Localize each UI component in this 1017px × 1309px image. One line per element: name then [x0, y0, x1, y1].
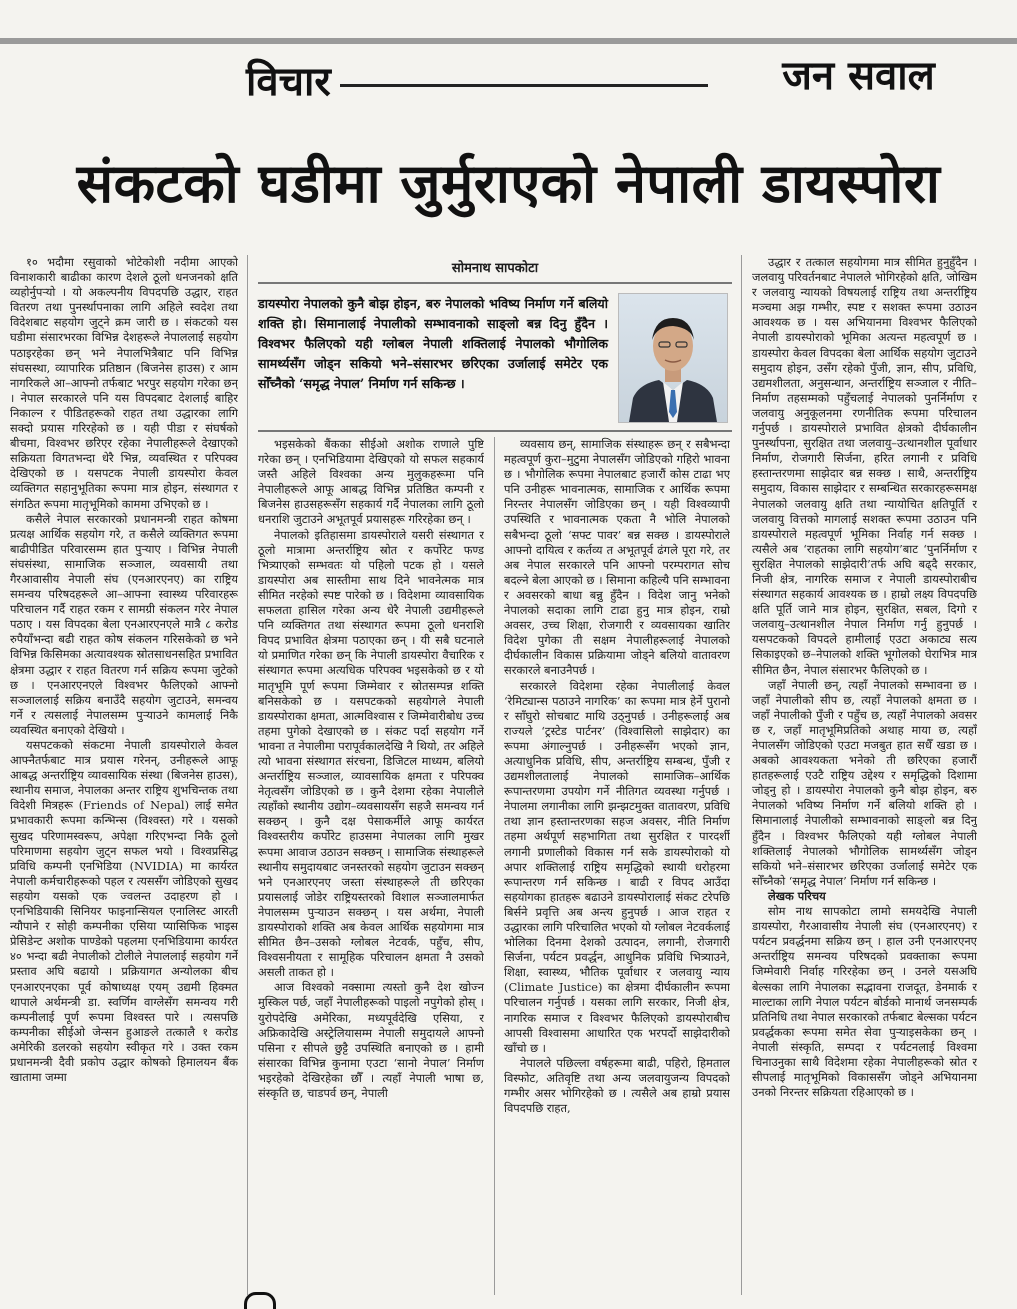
- section-label: विचार: [246, 59, 331, 105]
- next-section-glyph: [244, 1292, 276, 1309]
- paragraph: यसपटकको संकटमा नेपाली डायस्पोराले केवल आफ्नैतर्फबाट मात्र प्रयास गरेनन्, उनीहरूले आफू आबद्ध अन्तर्राष्ट्रिय व्यावसायिक संस्था (बिजनेस हाउस), स्थानीय समाज, नेपालका अन्तर राष्ट्रिय शुभचिन्तक तथा विदेशी मित्रहरू (Friends of Nepal) लाई समेत प्रभावकारी रूपमा कन्भिन्स (विश्वस्त) गरे । यसको सुखद परिणामस्वरूप, अपेक्षा गरिएभन्दा निकै ठूलो परिमाणमा सहयोग जुट्न सफल भयो । विश्वप्रसिद्ध प्रविधि कम्पनी एनभिडिया (NVIDIA) मा कार्यरत नेपाली कर्मचारीहरूको पहल र त्यससँग जोडिएको सुखद सहयोग यसको एक ज्वलन्त उदाहरण हो । एनभिडियाकी सिनियर फाइनान्सियल एनालिस्ट आरती न्यौपाने र सोही कम्पनीका एसिया प्यासिफिक भाइस प्रेसिडेन्ट अशोक पाण्डेको पहलमा एनभिडियामा कार्यरत ४० भन्दा बढी नेपालीको टोलीले नेपाललाई सहयोग गर्ने प्रस्ताव अघि बढायो । प्रक्रियागत अन्योलका बीच एनआरएनएका पूर्व कोषाध्यक्ष एयम् उद्यमी हिक्मत थापाले अर्थमन्त्री डा. स्वर्णिम वाग्लेसँग समन्वय गरी कम्पनीलाई पूर्ण रूपमा विश्वस्त पारे । त्यसपछि कम्पनीका सीईओ जेन्सन हुआङले तत्कालै १ करोड अमेरिकी डलरको सहयोग स्वीकृत गरे । उक्त रकम प्रधानमन्त्री दैवी प्रकोप उद्धार कोषको हिमालयन बैंक खातामा जम्मा: [10, 738, 238, 1085]
- column-title: जन सवाल: [782, 53, 935, 99]
- pullquote-rule: [258, 430, 732, 432]
- article-column-1: [10, 255, 238, 1295]
- paragraph: व्यवसाय छन्, सामाजिक संस्थाहरू छन् र सबैभन्दा महत्वपूर्ण कुरा–मुटुमा नेपालसँग जोडिएको गहिरो भावना छ । भौगोलिक रूपमा नेपालबाट हजारौं कोस टाढा भए पनि उनीहरू भावनात्मक, सामाजिक र आर्थिक रूपमा निरन्तर नेपालसँग जोडिएका छन् । यही विश्वव्यापी उपस्थिति र भावनात्मक एकता नै भोलि नेपालको सबैभन्दा ठूलो ‘सफ्ट पावर’ बन्न सक्छ । डायस्पोराले आफ्नो दायित्व र कर्तव्य त अभूतपूर्व ढंगले पूरा गरे, तर अब नेपाल सरकारले पनि आफ्नो परम्परागत सोच बदल्ने बेला आएको छ । सिमाना कहिल्यै पनि सम्भावना र अवसरको बाधा बन्नु हुँदैन । विदेश जानु भनेको नेपालको सदाका लागि टाढा हुनु मात्र होइन, राम्रो अवसर, उच्च शिक्षा, रोजगारी र व्यवसायका खातिर विदेश पुगेका ती सक्षम नेपालीहरूलाई नेपालको दीर्घकालीन विकास प्रक्रियामा जोड्ने बलियो वातावरण सरकारले बनाउनैपर्छ ।: [504, 437, 730, 678]
- author-portrait-icon: [619, 294, 727, 422]
- article-column-2: [258, 437, 484, 1295]
- column-divider: [494, 437, 495, 1295]
- author-byline: सोमनाथ सापकोटा: [451, 261, 539, 276]
- column-divider: [741, 255, 742, 1295]
- paragraph: कसैले नेपाल सरकारको प्रधानमन्त्री राहत कोषमा प्रत्यक्ष आर्थिक सहयोग गरे, त कसैले व्यक्तिगत रूपमा बाढीपीडित परिवारसम्म हात पुर्‍याए । विभिन्न नेपाली संघसंस्था, सामाजिक सञ्जाल, व्यवसायी तथा गैरआवासीय नेपाली संघ (एनआरएनए) का राष्ट्रिय समन्वय परिषदहरूले आ–आफ्ना स्वास्थ्य परिवारहरू परिचालन गर्दै राहत रकम र सामग्री संकलन गरेर नेपाल पठाए । यस विपदका बेला एनआरएनएले मात्रै ८ करोड रुपैयाँभन्दा बढी राहत कोष संकलन गरिसकेको छ भने विभिन्न किसिमका अत्यावश्यक स्रोतसाधनसहित प्रभावित क्षेत्रमा उद्धार र राहत वितरण गर्न सक्रिय रूपमा जुटेको छ । एनआरएनएले विश्वभर फैलिएको आफ्नो सञ्जाललाई सक्रिय बनाउँदै सहयोग जुटाउने, समन्वय गर्ने र त्यसलाई नेपालसम्म पुर्‍याउने कामलाई निकै व्यवस्थित बनाएको देखियो ।: [10, 511, 238, 737]
- author-box-text: सोम नाथ सापकोटा लामो समयदेखि नेपाली डायस्पोरा, गैरआवासीय नेपाली संघ (एनआरएनए) र पर्यटन प्रवर्द्धनमा सक्रिय छन् । हाल उनी एनआरएनए अन्तर्राष्ट्रिय समन्वय परिषदको प्रवक्ताका रूपमा जिम्मेवारी निर्वाह गरिरहेका छन् । उनले यसअघि बेल्सका लागि नेपालका सद्भावना राजदूत, डेनमार्क र माल्टाका लागि नेपाल पर्यटन बोर्डको मानार्थ जनसम्पर्क प्रतिनिधि तथा नेपाल सरकारको तर्फबाट बेल्सका पर्यटन प्रवर्द्धकका रूपमा समेत सेवा पुर्‍याइसकेका छन् । नेपाली संस्कृति, सम्पदा र पर्यटनलाई विश्वमा चिनाउनुका साथै विदेशमा रहेका नेपालीहरूको स्रोत र सीपलाई मातृभूमिको विकाससँग जोड्ने अभियानमा उनको निरन्तर सक्रियता रहिआएको छ ।: [752, 904, 977, 1100]
- pullquote: डायस्पोरा नेपालको कुनै बोझ होइन, बरु नेपालको भविष्य निर्माण गर्ने बलियो शक्ति हो। सिमानालाई नेपालीको सम्भावनाको साङ्लो बन्न दिनु हुँदैन । विश्वभर फैलिएको यही ग्लोबल नेपाली शक्तिलाई नेपालको भौगोलिक सामर्थ्यसँग जोड्न सकियो भने–संसारभर छरिएका उर्जालाई समेटेर एक सोँच्नैको ‘समृद्ध नेपाल’ निर्माण गर्न सकिन्छ ।: [258, 296, 608, 391]
- paragraph: सरकारले विदेशमा रहेका नेपालीलाई केवल ‘रेमिट्यान्स पठाउने नागरिक’ का रूपमा मात्र हेर्ने पुरानो र साँघुरो सोचबाट माथि उठ्नुपर्छ । उनीहरूलाई अब राज्यले ‘ट्रस्टेड पार्टनर’ (विश्वासिलो साझेदार) का रूपमा अंगाल्नुपर्छ । उनीहरूसँग भएको ज्ञान, अत्याधुनिक प्रविधि, सीप, अन्तर्राष्ट्रिय सम्बन्ध, पुँजी र उद्यमशीलतालाई नेपालको सामाजिक–आर्थिक रूपान्तरणमा उपयोग गर्ने नीतिगत व्यवस्था गर्नुपर्छ । नेपालमा लगानीका लागि झन्झटमुक्त वातावरण, प्रविधि तथा ज्ञान हस्तान्तरणका सहज अवसर, नीति निर्माण तहमा अर्थपूर्ण सहभागिता तथा सुरक्षित र पारदर्शी लगानी प्रणालीको विकास गर्न सके डायस्पोराको यो अपार शक्तिलाई राष्ट्रिय समृद्धिको स्थायी धरोहरमा रूपान्तरण गर्न सकिन्छ । बाढी र विपद आउँदा सहयोगका हातहरू बढाउने डायस्पोरालाई संकट टरेपछि बिर्सने प्रवृत्ति अब अन्त्य हुनुपर्छ । आज राहत र उद्धारका लागि परिचालित भएको यो ग्लोबल नेटवर्कलाई भोलिका दिनमा देशको उत्पादन, लगानी, रोजगारी सिर्जना, पर्यटन प्रवर्द्धन, आधुनिक प्रविधि भित्र्याउने, शिक्षा, स्वास्थ्य, भौतिक पूर्वाधार र जलवायु न्याय (Climate Justice) का क्षेत्रमा दीर्घकालीन रूपमा परिचालन गर्नुपर्छ । यसका लागि सरकार, निजी क्षेत्र, नागरिक समाज र विश्वभर फैलिएको डायस्पोराबीच आपसी विश्वासमा आधारित एक भरपर्दो साझेदारीको खाँचो छ ।: [504, 678, 730, 1055]
- paragraph: आज विश्वको नक्सामा त्यस्तो कुनै देश खोज्न मुस्किल पर्छ, जहाँ नेपालीहरूको पाइलो नपुगेको होस् । युरोपदेखि अमेरिका, मध्यपूर्वदेखि एसिया, र अफ्रिकादेखि अस्ट्रेलियासम्म नेपाली समुदायले आफ्नो पसिना र सीपले छुट्टै उपस्थिति बनाएको छ । हामी संसारका विभिन्न कुनामा एउटा ‘सानो नेपाल’ निर्माण भइरहेको देखिरहेका छौँ । त्यहाँ नेपाली भाषा छ, संस्कृति छ, चाडपर्व छन्, नेपाली: [258, 980, 484, 1101]
- byline-rule: [258, 282, 732, 284]
- headline: संकटको घडीमा जुर्मुराएको नेपाली डायस्पोरा: [76, 152, 941, 215]
- article-column-3: [504, 437, 730, 1295]
- paragraph: १० भदौमा रसुवाको भोटेकोशी नदीमा आएको विनाशकारी बाढीका कारण देशले ठूलो धनजनको क्षति व्यहोर्नुपर्‍यो । यो अकल्पनीय विपदपछि उद्धार, राहत वितरण तथा पुनर्स्थापनाका लागि अहिले स्वदेश तथा विदेशबाट सहयोग जुट्ने क्रम जारी छ । संकटको यस घडीमा संसारभरका विभिन्न देशहरूले नेपाललाई सहयोग पठाइरहेका छन् भने नेपालभित्रैबाट पनि विभिन्न संघसस्था, व्यापारिक प्रतिष्ठान (बिजनेस हाउस) र आम नागरिकले आ–आफ्नो तर्फबाट भरपुर सहयोग गरेका छन् । नेपाल सरकारले पनि यस विपदबाट देशलाई बाहिर निकाल्न र पीडितहरूको राहत तथा उद्धारका लागि सक्दो प्रयास गरिरहेको छ । यही पीडा र संघर्षको बीचमा, विश्वभर छरिएर रहेका नेपालीहरूले देखाएको सक्रियता विगतभन्दा धेरै भिन्न, व्यवस्थित र परिपक्व देखिएको छ । यसपटक नेपाली डायस्पोरा केवल व्यक्तिगत सहानुभूतिका रूपमा मात्र होइन, संस्थागत र संगठित रूपमा मातृभूमिको काममा उभिएको छ ।: [10, 255, 238, 511]
- author-photo: [618, 293, 728, 423]
- author-box-title: लेखक परिचय: [768, 888, 826, 903]
- paragraph: नेपालले पछिल्ला वर्षहरूमा बाढी, पहिरो, हिमताल विस्फोट, अतिवृष्टि तथा अन्य जलवायुजन्य विपदको गम्भीर असर भोगिरहेको छ । त्यसैले अब हाम्रो प्रयास विपदपछि राहत,: [504, 1055, 730, 1116]
- column-divider: [247, 255, 248, 1295]
- paragraph: भइसकेको बैंकका सीईओ अशोक राणाले पुष्टि गरेका छन् । एनभिडियामा देखिएको यो सफल सहकार्य जस्तै अहिले विश्वका अन्य मुलुकहरूमा पनि नेपालीहरूले आफू आबद्ध विभिन्न प्रतिष्ठित कम्पनी र बिजनेस हाउसहरूसँग सहकार्य गर्दै नेपालका लागि ठूलो धनराशि जुटाउने अभूतपूर्व प्रयासहरू गरिरहेका छन् ।: [258, 437, 484, 527]
- article-column-4: [752, 255, 977, 1295]
- section-divider: [340, 84, 708, 87]
- paragraph: उद्धार र तत्काल सहयोगमा मात्र सीमित हुनुहुँदैन । जलवायु परिवर्तनबाट नेपालले भोगिरहेको क्षति, जोखिम र जलवायु न्यायको विषयलाई राष्ट्रिय तथा अन्तर्राष्ट्रिय मञ्चमा अझ गम्भीर, स्पष्ट र सशक्त रूपमा उठाउन आवश्यक छ । यस अभियानमा विश्वभर फैलिएको नेपाली डायस्पोराको भूमिका अत्यन्त महत्वपूर्ण छ । डायस्पोरा केवल विपदका बेला आर्थिक सहयोग जुटाउने समुदाय होइन, उसँग रहेको पुँजी, ज्ञान, सीप, प्रविधि, उद्यमशीलता, अनुसन्धान, अन्तर्राष्ट्रिय सञ्जाल र नीति–निर्माण तहसम्मको पहुँचलाई नेपालको पुनर्निर्माण र जलवायु अनुकूलनमा रणनीतिक रूपमा परिचालन गर्नुपर्छ । डायस्पोराले प्रभावित क्षेत्रको दीर्घकालीन पुनर्स्थापना, सुरक्षित तथा जलवायु–उत्थानशील पूर्वाधार निर्माण, रोजगारी सिर्जना, हरित लगानी र प्रविधि हस्तान्तरणमा साझेदार बन्न सक्छ । साथै, अन्तर्राष्ट्रिय समुदाय, विकास साझेदार र सम्बन्धित सरकारहरूसमक्ष नेपालको जलवायु क्षति तथा न्यायोचित क्षतिपूर्ति र जलवायु वित्तको मागलाई सशक्त रूपमा उठाउन पनि डायस्पोराले महत्वपूर्ण भूमिका निर्वाह गर्न सक्छ । त्यसैले अब ‘राहतका लागि सहयोग’बाट ‘पुनर्निर्माण र सुरक्षित नेपालको साझेदारी’तर्फ अघि बढ्दै सरकार, निजी क्षेत्र, नागरिक समाज र नेपाली डायस्पोराबीच संस्थागत सहकार्य आवश्यक छ । हाम्रो लक्ष्य विपदपछि क्षति पूर्ति जाने मात्र होइन, सुरक्षित, सबल, दिगो र जलवायु–उत्थानशील नेपाल निर्माण गर्नु हुनुपर्छ । यसपटकको विपदले हामीलाई एउटा अकाट्य सत्य सिकाइएको छ–नेपालको शक्ति भूगोलको घेराभित्र मात्र सीमित छैन, नेपाल संसारभर फैलिएको छ ।: [752, 255, 977, 677]
- paragraph: नेपालको इतिहासमा डायस्पोराले यसरी संस्थागत र ठूलो मात्रामा अन्तर्राष्ट्रिय स्रोत र कर्पोरेट फण्ड भित्र्याएको सम्भवतः यो पहिलो पटक हो । यसले डायस्पोरा अब सास्तीमा साथ दिने भावनेत्मक मात्र सीमित नरहेको स्पष्ट पारेको छ । विदेशमा व्यावसायिक सफलता हासिल गरेका अन्य धेरै नेपाली उद्यमीहरूले पनि व्यक्तिगत तथा संस्थागत रूपमा ठूलो धनराशि विपद प्रभावित क्षेत्रमा पठाएका छन् । यी सबै घटनाले यो प्रमाणित गरेका छन् कि नेपाली डायस्पोरा वैचारिक र संस्थागत रूपमा अत्यधिक परिपक्व भइसकेको छ र यो मातृभूमि पूर्ण रूपमा जिम्मेवार र स्रोतसम्पन्न शक्ति बनिसकेको छ । यसपटकको सहयोगले नेपाली डायस्पोराका क्षमता, आत्मविश्वास र जिम्मेवारीबोध उच्च तहमा पुगेको देखाएको छ । संकट पर्दा सहयोग गर्ने भावना त नेपालीमा परापूर्वकालदेखि नै थियो, तर अहिले त्यो भावना संस्थागत संरचना, डिजिटल माध्यम, बलियो अन्तर्राष्ट्रिय सञ्जाल, व्यावसायिक क्षमता र परिपक्व नेतृत्वसँग जोडिएको छ । कुनै देशमा रहेका नेपालीले त्यहाँको स्थानीय उद्योग–व्यवसायसँग सहजै समन्वय गर्न सक्छन् । कुनै दक्ष पेसाकर्मीले आफू कार्यरत विश्वस्तरीय कर्पोरेट हाउसमा नेपालका लागि मुखर रूपमा आवाज उठाउन सक्छन् । सामाजिक संस्थाहरूले स्थानीय समुदायबाट जनस्तरको सहयोग जुटाउन सक्छन् भने एनआरएनए जस्ता संस्थाहरूले ती छरिएका प्रयासलाई जोडेर राष्ट्रियस्तरको विशाल सञ्जालमार्फत नेपालसम्म पुर्‍याउन सक्छन् । यस अर्थमा, नेपाली डायस्पोराको शक्ति अब केवल आर्थिक सहयोगमा मात्र सीमित छैन–उसको ग्लोबल नेटवर्क, पहुँच, सीप, विश्वसनीयता र सामूहिक परिचालन क्षमता नै उसको असली ताकत हो ।: [258, 527, 484, 980]
- header-rule: [0, 38, 1017, 44]
- paragraph: जहाँ नेपाली छन्, त्यहाँ नेपालको सम्भावना छ । जहाँ नेपालीको सीप छ, त्यहाँ नेपालको क्षमता छ । जहाँ नेपालीको पुँजी र पहुँच छ, त्यहाँ नेपालको अवसर छ र, जहाँ मातृभूमिप्रतिको अथाह माया छ, त्यहाँ नेपालसँग जोडिएको एउटा मजबुत हात सधैँ खडा छ । अबको आवश्यकता भनेको ती छरिएका हजारौं हातहरूलाई एउटै राष्ट्रिय उद्देश्य र समृद्धिको दिशामा जोड्नु हो । डायस्पोरा नेपालको कुनै बोझ होइन, बरु नेपालको भविष्य निर्माण गर्ने बलियो शक्ति हो । सिमानालाई नेपालीको सम्भावनाको साङ्लो बन्न दिनु हुँदैन । विश्वभर फैलिएको यही ग्लोबल नेपाली शक्तिलाई नेपालको भौगोलिक सामर्थ्यसँग जोड्न सकियो भने–संसारभर छरिएका उर्जालाई समेटेर एक सोँच्नैको ‘समृद्ध नेपाल’ निर्माण गर्न सकिन्छ ।: [752, 677, 977, 888]
